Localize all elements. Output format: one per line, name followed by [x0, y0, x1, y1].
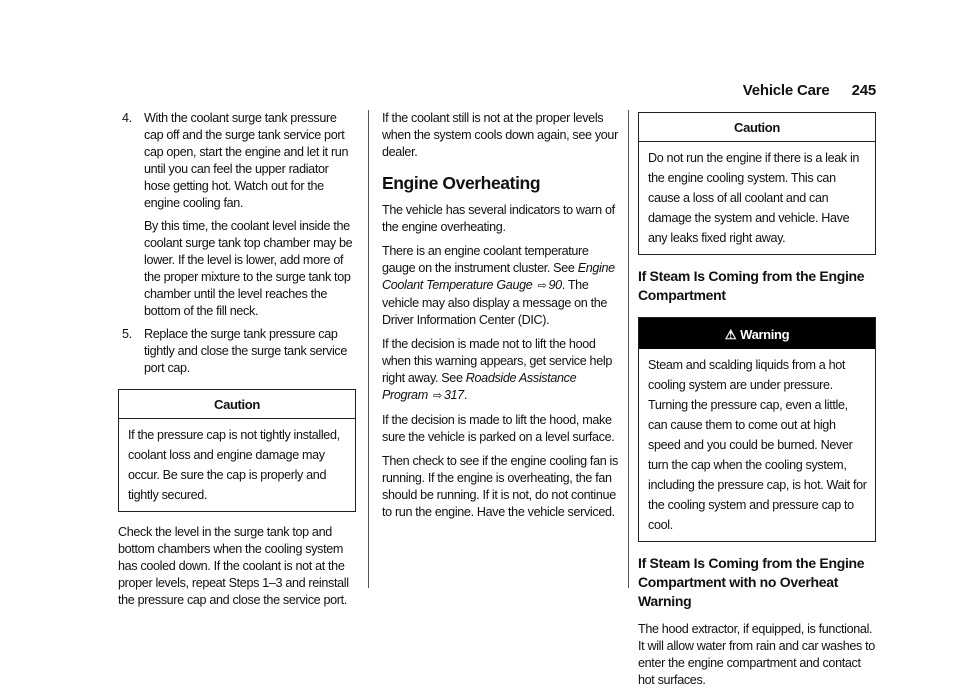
page-number: 245	[851, 82, 876, 99]
warning-header	[639, 318, 875, 349]
text-run: . The vehicle may also display a message on the Driver Information Center (DIC).	[382, 278, 608, 327]
column-divider	[368, 110, 369, 588]
body-paragraph: The vehicle has several indicators to warn of the engine overheating.	[382, 203, 615, 234]
text-run: There is an engine coolant temperature gauge on the instrument cluster. See	[382, 244, 589, 275]
text-run: .	[463, 388, 467, 402]
body-paragraph: The hood extractor, if equipped, is functional. It will allow water from rain and car washes to enter the engine compartment and contact hot surfaces.	[638, 622, 875, 687]
step-paragraph: With the coolant surge tank pressure cap off and the surge tank service port cap open, start the engine and let it run until you can feel the upper radiator hose getting hot. Watch out for the engine cooling fan.	[144, 111, 349, 210]
column-1	[118, 110, 356, 616]
step-paragraph: Replace the surge tank pressure cap tightly and close the surge tank service port cap.	[144, 327, 348, 375]
caution-title: Caution	[639, 113, 875, 142]
warning-triangle-icon: ⚠	[724, 327, 737, 342]
body-paragraph: Then check to see if the engine cooling fan is running. If the engine is overheating, the fan should be running. If it is not, do not continue to run the engine. Have the vehicle serviced.	[382, 454, 618, 519]
column-divider	[628, 110, 629, 588]
page-ref-icon: ⇨	[537, 280, 547, 292]
subsection-heading: If Steam Is Coming from the Engine Compartment	[638, 268, 865, 303]
section-heading: Engine Overheating	[382, 173, 541, 193]
cross-reference-link[interactable]: Engine Coolant Temperature Gauge	[382, 261, 615, 292]
cross-reference-link[interactable]: Roadside Assistance Program	[382, 371, 577, 402]
step-paragraph: By this time, the coolant level inside the coolant surge tank top chamber may be lower. If the level is lower, add more of the proper mixture to the surge tank top chamber until the level reaches the bottom of the fill neck.	[144, 219, 353, 318]
page-ref-number[interactable]: 317	[443, 388, 464, 402]
caution-title: Caution	[119, 390, 355, 419]
step-number: 5.	[122, 327, 132, 341]
section-title: Vehicle Care	[742, 82, 830, 99]
page-header	[743, 82, 876, 99]
page-ref-icon: ⇨	[433, 390, 442, 402]
column-3	[638, 110, 876, 696]
body-paragraph: If the coolant still is not at the proper levels when the system cools down again, see your dealer.	[382, 111, 618, 159]
warning-title: Warning	[740, 327, 790, 342]
text-run: If the decision is made not to lift the hood when this warning appears, get service help right away. See	[382, 337, 612, 385]
warning-body: Steam and scalding liquids from a hot cooling system are under pressure. Turning the pressure cap, even a little, can cause them to come out at high speed and you could be burned. Never turn the cap when the cooling system, including the pressure cap, is hot. Wait for the cooling system and pressure cap to cool.	[648, 358, 867, 532]
caution-box	[118, 389, 356, 512]
body-paragraph: If the decision is made to lift the hood, make sure the vehicle is parked on a level surface.	[382, 413, 615, 444]
step-number: 4.	[122, 111, 132, 125]
page-ref-number[interactable]: 90	[548, 278, 562, 292]
body-paragraph	[382, 243, 618, 329]
subsection-heading: If Steam Is Coming from the Engine Compartment with no Overheat Warning	[638, 555, 865, 609]
caution-box	[638, 112, 876, 255]
steps-list	[118, 110, 356, 377]
body-paragraph: Check the level in the surge tank top and bottom chambers when the cooling system has cooled down. If the coolant is not at the proper levels, repeat Steps 1–3 and reinstall the pressure cap and close the service port.	[118, 525, 349, 607]
step-item	[118, 326, 356, 377]
warning-box	[638, 317, 876, 542]
caution-body: Do not run the engine if there is a leak in the engine cooling system. This can cause a loss of all coolant and can damage the system and vehicle. Have any leaks fixed right away.	[648, 151, 860, 245]
caution-body: If the pressure cap is not tightly installed, coolant loss and engine damage may occur. Be sure the cap is properly and tightly secured.	[128, 428, 340, 502]
body-paragraph	[382, 336, 618, 405]
step-item	[118, 110, 356, 320]
column-2	[382, 110, 618, 528]
